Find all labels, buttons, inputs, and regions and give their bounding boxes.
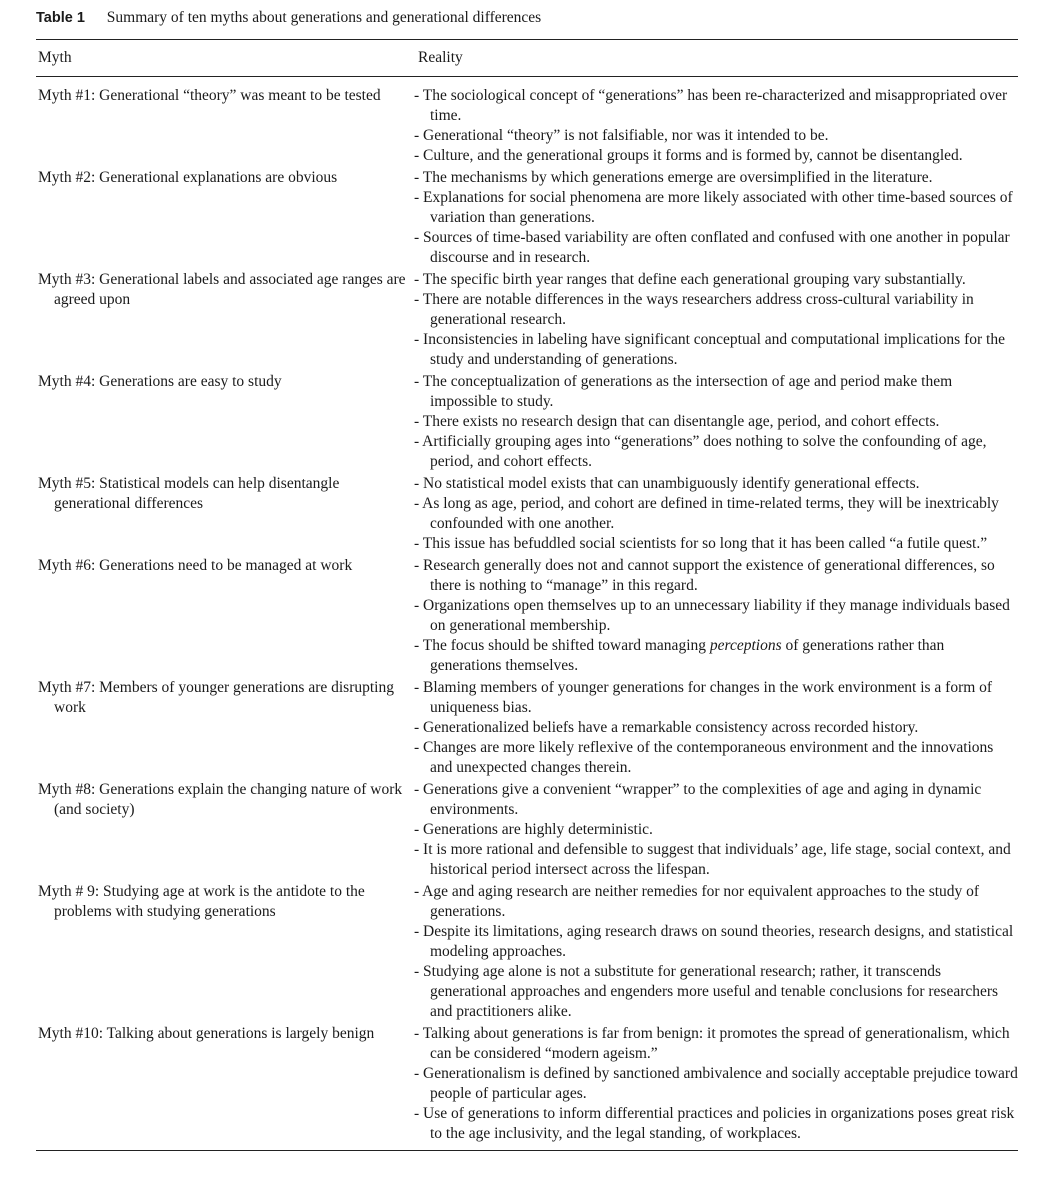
reality-point: - Organizations open themselves up to an unnecessary liability if they manage individuals based on generational membership. bbox=[414, 597, 1010, 634]
header-reality: Reality bbox=[418, 49, 463, 66]
myth-cell bbox=[36, 270, 414, 370]
table-row bbox=[36, 882, 1018, 1022]
myth-text: Myth # 9: Studying age at work is the antidote to the problems with studying generations bbox=[38, 883, 365, 920]
table-body bbox=[36, 77, 1018, 1144]
reality-point: - The specific birth year ranges that define each generational grouping vary substantially. bbox=[414, 271, 966, 288]
reality-point: - There exists no research design that can disentangle age, period, and cohort effects. bbox=[414, 413, 940, 430]
bottom-rule bbox=[36, 1150, 1018, 1151]
reality-cell bbox=[414, 678, 1018, 778]
reality-point: - Blaming members of younger generations for changes in the work environment is a form of uniqueness bias. bbox=[414, 679, 993, 716]
myth-cell bbox=[36, 882, 414, 1022]
table-row bbox=[36, 474, 1018, 554]
table-row bbox=[36, 168, 1018, 268]
table-row bbox=[36, 86, 1018, 166]
table-caption bbox=[36, 8, 1018, 32]
table-container bbox=[36, 8, 1018, 1151]
myth-text: Myth #3: Generational labels and associated age ranges are agreed upon bbox=[38, 271, 406, 308]
reality-point: - Generationalism is defined by sanctioned ambivalence and socially acceptable prejudice toward people of particular ages. bbox=[414, 1065, 1018, 1102]
header-myth: Myth bbox=[38, 49, 72, 66]
reality-point: - As long as age, period, and cohort are defined in time-related terms, they will be inextricably confounded with one another. bbox=[414, 495, 999, 532]
myth-text: Myth #2: Generational explanations are obvious bbox=[38, 169, 338, 186]
reality-point bbox=[414, 636, 1018, 676]
myth-cell bbox=[36, 1024, 414, 1144]
reality-point: - Generational “theory” is not falsifiable, nor was it intended to be. bbox=[414, 127, 829, 144]
reality-cell bbox=[414, 556, 1018, 676]
reality-point: - Culture, and the generational groups it forms and is formed by, cannot be disentangled. bbox=[414, 147, 963, 164]
reality-cell bbox=[414, 270, 1018, 370]
reality-cell bbox=[414, 474, 1018, 554]
reality-point: - No statistical model exists that can unambiguously identify generational effects. bbox=[414, 475, 920, 492]
reality-point: - Changes are more likely reflexive of the contemporaneous environment and the innovations and unexpected changes therein. bbox=[414, 739, 994, 776]
myth-text: Myth #6: Generations need to be managed at work bbox=[38, 557, 353, 574]
myth-cell bbox=[36, 556, 414, 676]
table-row bbox=[36, 372, 1018, 472]
myth-text: Myth #8: Generations explain the changing nature of work (and society) bbox=[38, 781, 403, 818]
reality-point: - It is more rational and defensible to suggest that individuals’ age, life stage, social context, and historical period intersect across the lifespan. bbox=[414, 841, 1011, 878]
reality-point: - The conceptualization of generations as the intersection of age and period make them impossible to study. bbox=[414, 373, 953, 410]
myth-text: Myth #10: Talking about generations is largely benign bbox=[38, 1025, 375, 1042]
reality-cell bbox=[414, 168, 1018, 268]
table-row bbox=[36, 678, 1018, 778]
reality-point: - This issue has befuddled social scientists for so long that it has been called “a futile quest.” bbox=[414, 535, 988, 552]
reality-point: - Generations give a convenient “wrapper” to the complexities of age and aging in dynamic environments. bbox=[414, 781, 982, 818]
table-row bbox=[36, 1024, 1018, 1144]
myth-cell bbox=[36, 372, 414, 472]
reality-cell bbox=[414, 882, 1018, 1022]
reality-text: - The focus should be shifted toward managing bbox=[414, 637, 710, 654]
myth-text: Myth #1: Generational “theory” was meant to be tested bbox=[38, 87, 381, 104]
table-number: Table 1 bbox=[36, 10, 85, 26]
reality-point: - Despite its limitations, aging research draws on sound theories, research designs, and statistical modeling approaches. bbox=[414, 923, 1014, 960]
reality-cell bbox=[414, 780, 1018, 880]
reality-point: - Age and aging research are neither remedies for nor equivalent approaches to the study of generations. bbox=[414, 883, 980, 920]
reality-point: - The sociological concept of “generations” has been re-characterized and misappropriated over time. bbox=[414, 87, 1008, 124]
reality-point: - The mechanisms by which generations emerge are oversimplified in the literature. bbox=[414, 169, 933, 186]
reality-cell bbox=[414, 1024, 1018, 1144]
myth-text: Myth #5: Statistical models can help disentangle generational differences bbox=[38, 475, 340, 512]
myth-text: Myth #4: Generations are easy to study bbox=[38, 373, 282, 390]
reality-cell bbox=[414, 372, 1018, 472]
myth-text: Myth #7: Members of younger generations are disrupting work bbox=[38, 679, 394, 716]
table-title: Summary of ten myths about generations and generational differences bbox=[106, 9, 542, 26]
reality-point: - Research generally does not and cannot support the existence of generational differences, so there is nothing to “manage” in this regard. bbox=[414, 557, 995, 594]
reality-point: - Studying age alone is not a substitute for generational research; rather, it transcends generational approaches and engenders more useful and tenable conclusions for researchers and practitioners alike. bbox=[414, 963, 999, 1020]
myth-cell bbox=[36, 474, 414, 554]
reality-text: of generations rather than generations themselves. bbox=[430, 637, 945, 674]
reality-point: - There are notable differences in the ways researchers address cross-cultural variability in generational research. bbox=[414, 291, 974, 328]
reality-point: - Generations are highly deterministic. bbox=[414, 821, 653, 838]
table-row bbox=[36, 556, 1018, 676]
myth-cell bbox=[36, 168, 414, 268]
reality-emphasis: perceptions bbox=[709, 637, 782, 654]
table-row bbox=[36, 270, 1018, 370]
reality-point: - Explanations for social phenomena are more likely associated with other time-based sources of variation than generations. bbox=[414, 189, 1013, 226]
table-row bbox=[36, 780, 1018, 880]
table-header bbox=[36, 40, 1018, 76]
reality-point: - Use of generations to inform differential practices and policies in organizations poses great risk to the age inclusivity, and the legal standing, of workplaces. bbox=[414, 1105, 1015, 1142]
reality-cell bbox=[414, 86, 1018, 166]
myth-cell bbox=[36, 86, 414, 166]
reality-point: - Artificially grouping ages into “generations” does nothing to solve the confounding of age, period, and cohort effects. bbox=[414, 433, 987, 470]
reality-point: - Inconsistencies in labeling have significant conceptual and computational implications for the study and understanding of generations. bbox=[414, 331, 1005, 368]
reality-point: - Talking about generations is far from benign: it promotes the spread of generationalism, which can be considered “modern ageism.” bbox=[414, 1025, 1010, 1062]
reality-point: - Sources of time-based variability are often conflated and confused with one another in popular discourse and in research. bbox=[414, 229, 1010, 266]
myth-cell bbox=[36, 678, 414, 778]
myth-cell bbox=[36, 780, 414, 880]
reality-point: - Generationalized beliefs have a remarkable consistency across recorded history. bbox=[414, 719, 919, 736]
